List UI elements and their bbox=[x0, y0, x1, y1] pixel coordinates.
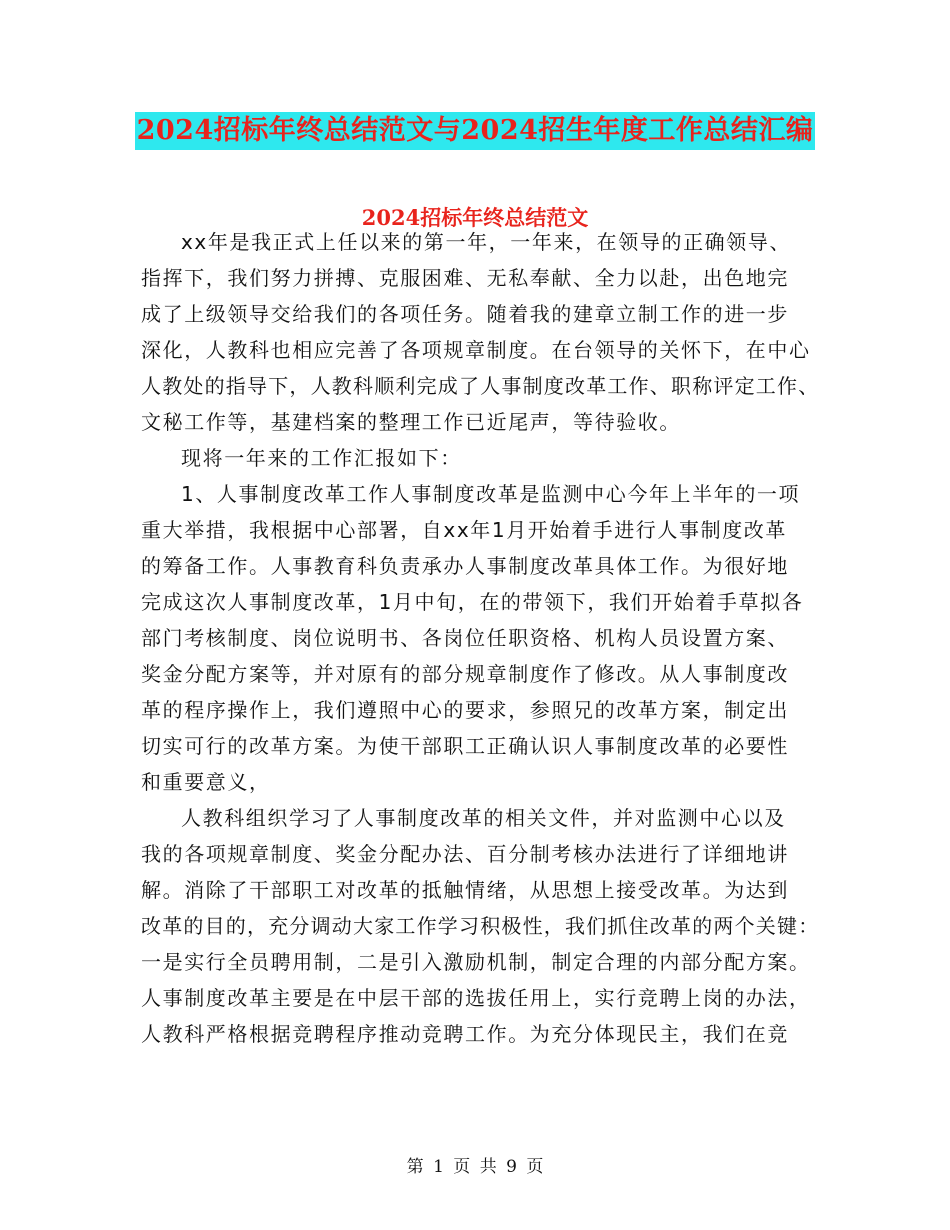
text-line: 一是实行全员聘用制，二是引入激励机制，制定合理的内部分配方案。 bbox=[141, 950, 811, 974]
text-line: 指挥下，我们努力拼搏、克服困难、无私奉献、全力以赴，出色地完 bbox=[141, 266, 789, 290]
document-title: 2024招标年终总结范文与2024招生年度工作总结汇编 bbox=[135, 112, 816, 150]
text-line: 革的程序操作上，我们遵照中心的要求，参照兄的改革方案，制定出 bbox=[141, 698, 789, 722]
text-line: 改革的目的，充分调动大家工作学习积极性，我们抓住改革的两个关键： bbox=[141, 914, 820, 938]
text-line: 人事制度改革主要是在中层干部的选拔任用上，实行竞聘上岗的办法， bbox=[141, 986, 811, 1010]
text-line: 完成这次人事制度改革，1月中旬，在的带领下，我们开始着手草拟各 bbox=[141, 590, 804, 614]
text-line: 深化，人教科也相应完善了各项规章制度。在台领导的关怀下，在中心 bbox=[141, 338, 811, 362]
text-line: 文秘工作等，基建档案的整理工作已近尾声，等待验收。 bbox=[141, 410, 681, 434]
text-line: 我的各项规章制度、奖金分配办法、百分制考核办法进行了详细地讲 bbox=[141, 842, 789, 866]
text-line: 重大举措，我根据中心部署，自xx年1月开始着手进行人事制度改革 bbox=[141, 518, 787, 542]
text-line: 奖金分配方案等，并对原有的部分规章制度作了修改。从人事制度改 bbox=[141, 662, 789, 686]
text-line: 部门考核制度、岗位说明书、各岗位任职资格、机构人员设置方案、 bbox=[141, 626, 789, 650]
text-line: 解。消除了干部职工对改革的抵触情绪，从思想上接受改革。为达到 bbox=[141, 878, 789, 902]
section-heading: 2024招标年终总结范文 bbox=[361, 205, 589, 230]
text-line: 的筹备工作。人事教育科负责承办人事制度改革具体工作。为很好地 bbox=[141, 554, 789, 578]
text-line: 现将一年来的工作汇报如下： bbox=[181, 446, 462, 470]
text-line: 人教科严格根据竞聘程序推动竞聘工作。为充分体现民主，我们在竞 bbox=[141, 1022, 789, 1046]
text-line: 人教处的指导下，人教科顺利完成了人事制度改革工作、职称评定工作、 bbox=[141, 374, 820, 398]
text-line: 1、人事制度改革工作人事制度改革是监测中心今年上半年的一项 bbox=[181, 482, 801, 506]
text-line: xx年是我正式上任以来的第一年，一年来，在领导的正确领导、 bbox=[181, 230, 792, 254]
page-number-footer: 第 1 页 共 9 页 bbox=[406, 1157, 544, 1177]
text-line: 成了上级领导交给我们的各项任务。随着我的建章立制工作的进一步 bbox=[141, 302, 789, 326]
text-line: 切实可行的改革方案。为使干部职工正确认识人事制度改革的必要性 bbox=[141, 734, 789, 758]
text-line: 和重要意义， bbox=[141, 770, 271, 794]
text-line: 人教科组织学习了人事制度改革的相关文件，并对监测中心以及 bbox=[181, 806, 786, 830]
